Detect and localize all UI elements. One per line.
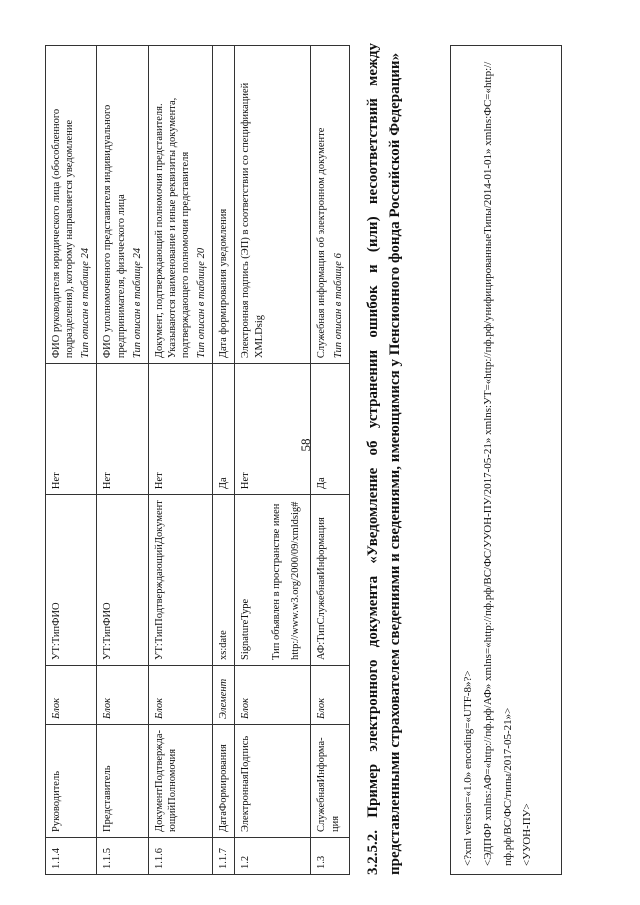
xml-example-box bbox=[450, 45, 562, 875]
type-reference-note: Тип описан в таблице 6 bbox=[332, 253, 344, 359]
cell-description-text: ФИО уполномоченного представителя индивидуального предпринимателя, физического лица bbox=[102, 104, 127, 359]
table-row bbox=[148, 46, 213, 875]
type-reference-note: Тип описан в таблице 24 bbox=[131, 247, 143, 359]
cell-number-text: 1.2 bbox=[240, 855, 252, 869]
cell-name bbox=[213, 724, 235, 837]
cell-required-text: Да bbox=[316, 477, 328, 490]
cell-number bbox=[148, 838, 213, 875]
cell-number-text: 1.1.6 bbox=[153, 848, 165, 869]
cell-name-text: Представитель bbox=[102, 765, 114, 832]
type-reference-note: Тип описан в таблице 20 bbox=[196, 247, 208, 359]
cell-type bbox=[97, 495, 148, 666]
xml-declaration: <?xml version=«1.0» encoding=«UTF-8»?> bbox=[462, 670, 474, 866]
cell-required bbox=[97, 364, 148, 495]
cell-kind-text: Элемент bbox=[218, 678, 230, 719]
cell-name-text: Руководитель bbox=[51, 771, 62, 832]
cell-name-text: СлужебнаяИнформа-ция bbox=[316, 737, 341, 832]
table-row bbox=[213, 46, 235, 875]
page-number: 58 bbox=[298, 438, 313, 452]
cell-type-text: УТ:ТипФИО bbox=[51, 602, 62, 660]
cell-kind bbox=[311, 665, 349, 724]
cell-number bbox=[97, 838, 148, 875]
cell-number-text: 1.1.7 bbox=[218, 848, 230, 869]
cell-name-text: ДатаФормирования bbox=[218, 744, 230, 832]
table-row bbox=[311, 46, 349, 875]
cell-description bbox=[311, 46, 349, 364]
cell-description-text: Документ, подтверждающий полномочия представителя. Указываются наименование и иные реквизиты документа, подтверждающего полномочия представителя bbox=[153, 97, 191, 359]
cell-required-text: Нет bbox=[102, 472, 114, 490]
cell-type bbox=[235, 495, 311, 666]
cell-kind bbox=[235, 665, 311, 724]
cell-kind-text: Блок bbox=[102, 697, 114, 719]
table-row bbox=[46, 46, 97, 875]
cell-description-text: Служебная информация об электронном документе bbox=[316, 127, 328, 359]
cell-number bbox=[235, 838, 311, 875]
xml-uuon-element: <УУОН-ПУ> bbox=[521, 803, 534, 866]
cell-required bbox=[148, 364, 213, 495]
cell-type-text: xs:date bbox=[218, 630, 230, 660]
section-heading: 3.2.5.2. Пример электронного документа «Уведомление об устранении ошибок и (или) несоответствий между представленными страхователем сведениями и сведениями, имеющимися у Пенсионного фонда Российской Федерации» bbox=[365, 43, 403, 875]
cell-required bbox=[213, 364, 235, 495]
cell-name bbox=[97, 724, 148, 837]
cell-required bbox=[235, 364, 311, 495]
cell-name bbox=[235, 724, 311, 837]
cell-kind bbox=[46, 665, 97, 724]
cell-kind-text: Блок bbox=[51, 697, 62, 719]
xml-root-element: <ЭДПФР xmlns:АФ=«http://пф.рф/АФ» xmlns=«http://пф.рф/ВС/ФС/УУОН-ПУ/2017-05-21» xmlns:УТ=«http://пф.рф/унифицированныеТипы/2014-01-01» xmlns:ФС=«http://пф.рф/ВС/ФС/типы/2017-05-21»> bbox=[481, 61, 514, 866]
namespace-note: Тип объявлен в пространстве имен http://www.w3.org/2000/09/xmldsig# bbox=[270, 501, 302, 660]
cell-number bbox=[46, 838, 97, 875]
cell-number-text: 1.1.5 bbox=[102, 848, 114, 869]
cell-name-text: ЭлектроннаяПодпись bbox=[240, 735, 252, 832]
cell-description-text: Дата формирования уведомления bbox=[218, 208, 230, 359]
cell-description bbox=[213, 46, 235, 364]
cell-description bbox=[235, 46, 311, 364]
cell-name bbox=[46, 724, 97, 837]
cell-kind bbox=[148, 665, 213, 724]
cell-type bbox=[46, 495, 97, 666]
cell-number bbox=[213, 838, 235, 875]
cell-description-text: ФИО руководителя юридического лица (обособленного подразделения), которому направляется уведомление bbox=[51, 108, 76, 359]
cell-number-text: 1.3 bbox=[316, 855, 328, 869]
type-reference-note: Тип описан в таблице 24 bbox=[80, 247, 92, 359]
cell-description-text: Электронная подпись (ЭП) в соответствии со спецификацией XMLDsig bbox=[240, 82, 265, 359]
cell-type-text: АФ:ТипСлужебнаяИнформация bbox=[316, 517, 328, 660]
cell-kind-text: Блок bbox=[316, 697, 328, 719]
cell-required-text: Нет bbox=[240, 472, 252, 490]
cell-type-text: УТ:ТипПодтверждающийДокумент bbox=[153, 500, 165, 660]
cell-type bbox=[148, 495, 213, 666]
cell-kind bbox=[97, 665, 148, 724]
cell-number bbox=[311, 838, 349, 875]
cell-required-text: Нет bbox=[153, 472, 165, 490]
cell-type-text: SignatureType bbox=[240, 598, 252, 660]
cell-description bbox=[46, 46, 97, 364]
cell-kind bbox=[213, 665, 235, 724]
cell-required bbox=[46, 364, 97, 495]
cell-name-text: ДокументПодтвержда-ющийПолномочия bbox=[153, 729, 178, 832]
cell-description bbox=[148, 46, 213, 364]
rotated-page-content bbox=[45, 15, 585, 875]
cell-description bbox=[97, 46, 148, 364]
spec-table bbox=[45, 45, 350, 875]
cell-kind-text: Блок bbox=[153, 697, 165, 719]
cell-kind-text: Блок bbox=[240, 697, 252, 719]
cell-number-text: 1.1.4 bbox=[51, 848, 62, 869]
cell-type bbox=[213, 495, 235, 666]
cell-required-text: Нет bbox=[51, 472, 62, 490]
table-row bbox=[97, 46, 148, 875]
cell-type bbox=[311, 495, 349, 666]
cell-name bbox=[311, 724, 349, 837]
cell-required-text: Да bbox=[218, 477, 230, 490]
cell-name bbox=[148, 724, 213, 837]
cell-type-text: УТ:ТипФИО bbox=[102, 602, 114, 660]
cell-required bbox=[311, 364, 349, 495]
table-row bbox=[235, 46, 311, 875]
